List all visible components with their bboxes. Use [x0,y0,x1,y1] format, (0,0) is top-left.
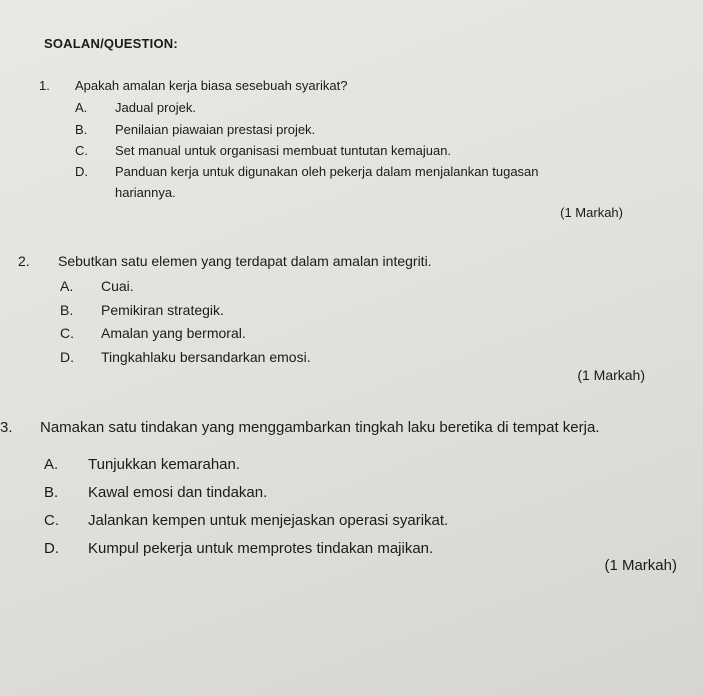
option-a-text: Cuai. [101,278,134,294]
option-a-text: Jadual projek. [115,100,196,115]
option-d-text-continued: hariannya. [115,185,176,200]
option-b-text: Pemikiran strategik. [101,302,224,318]
option-d-text: Tingkahlaku bersandarkan emosi. [101,349,311,365]
option-letter-b: B. [44,484,59,501]
option-letter-d: D. [44,540,59,557]
question-text: Apakah amalan kerja biasa sesebuah syarikat? [75,78,348,93]
option-d-text: Panduan kerja untuk digunakan oleh pekerja dalam menjalankan tugasan [115,164,539,179]
question-text: Namakan satu tindakan yang menggambarkan tingkah laku beretika di tempat kerja. [40,419,600,436]
question-number: 2. [18,253,30,269]
marks-label: (1 Markah) [577,367,645,383]
option-letter-a: A. [44,456,59,473]
question-number: 1. [39,78,50,93]
marks-label: (1 Markah) [604,557,677,574]
section-header: SOALAN/QUESTION: [44,36,178,51]
option-letter-a: A. [75,100,88,115]
option-letter-b: B. [60,302,74,318]
option-b-text: Penilaian piawaian prestasi projek. [115,122,316,137]
option-c-text: Set manual untuk organisasi membuat tuntutan kemajuan. [115,143,452,158]
option-letter-a: A. [60,278,74,294]
option-b-text: Kawal emosi dan tindakan. [88,484,268,501]
option-letter-d: D. [75,164,88,179]
option-letter-c: C. [60,325,74,341]
marks-label: (1 Markah) [560,205,623,220]
option-letter-c: C. [44,512,59,529]
option-c-text: Amalan yang bermoral. [101,325,246,341]
option-a-text: Tunjukkan kemarahan. [88,456,241,473]
option-d-text: Kumpul pekerja untuk memprotes tindakan majikan. [88,540,434,557]
option-letter-b: B. [75,122,88,137]
question-number: 3. [0,419,13,436]
option-letter-c: C. [75,143,88,158]
option-letter-d: D. [60,349,74,365]
option-c-text: Jalankan kempen untuk menjejaskan operasi syarikat. [88,512,449,529]
question-text: Sebutkan satu elemen yang terdapat dalam amalan integriti. [58,253,432,269]
